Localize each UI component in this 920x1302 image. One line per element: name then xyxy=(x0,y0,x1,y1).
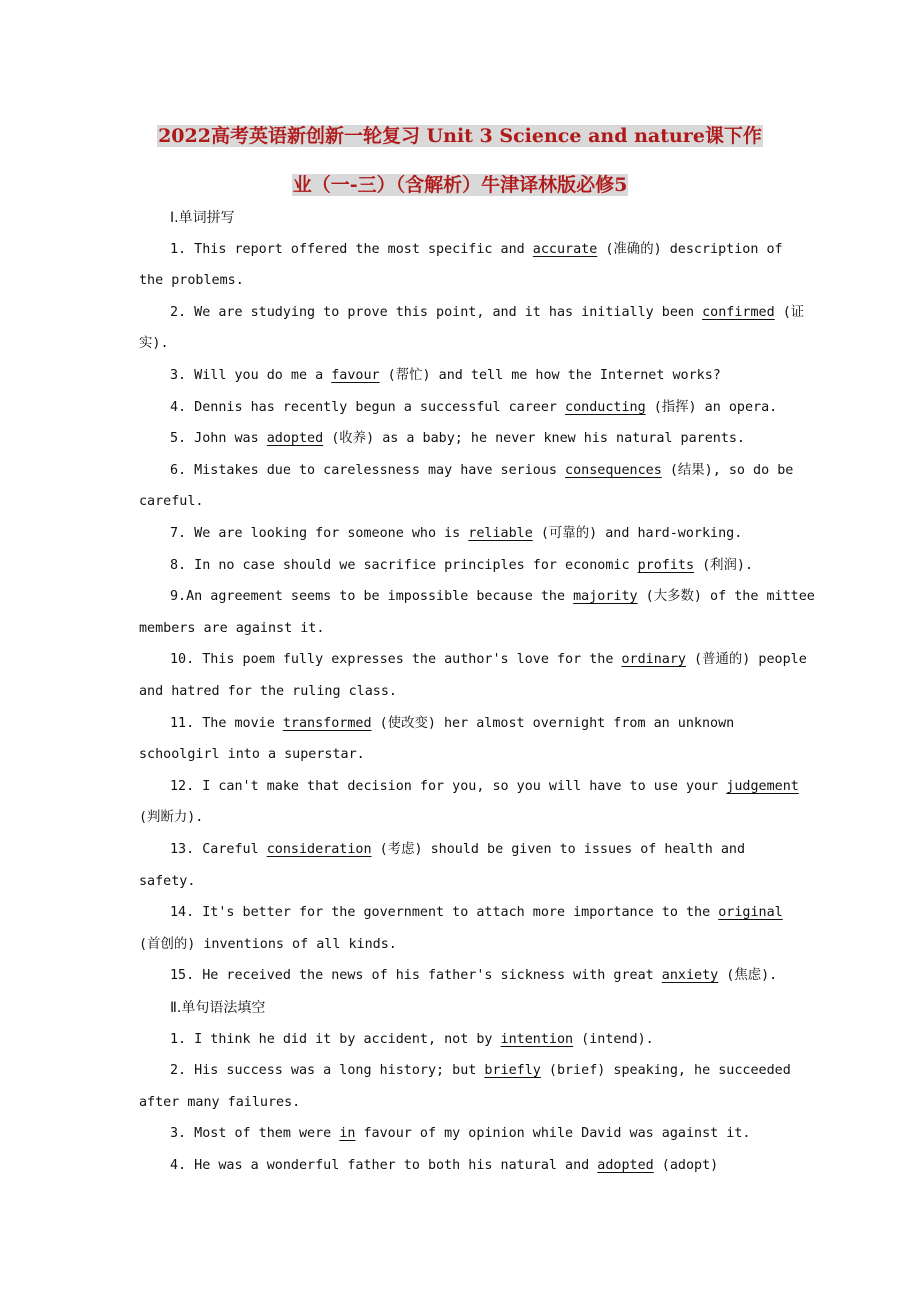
line-text: 15. He received the news of his father's sickness with great xyxy=(170,968,662,984)
text-line xyxy=(170,777,870,797)
answer-text: favour xyxy=(331,368,380,383)
line-text: 3. Most of them were xyxy=(170,1126,340,1142)
line-text: (收养) as a baby; he never knew his natural parents. xyxy=(323,431,745,447)
line-text: 10. This poem fully expresses the author's love for the xyxy=(170,652,622,668)
answer-text: in xyxy=(339,1126,356,1142)
line-text: (准确的) description of xyxy=(597,241,783,257)
answer-text: transformed xyxy=(282,715,372,731)
text-line xyxy=(170,1124,870,1144)
line-text: (判断力). xyxy=(139,810,204,826)
answer-text: majority xyxy=(573,589,638,605)
line-text: 4. He was a wonderful father to both his natural and xyxy=(170,1158,598,1173)
text-line xyxy=(170,587,870,607)
line-text: (利润). xyxy=(694,557,754,573)
line-text: safety. xyxy=(139,873,196,889)
text-line xyxy=(170,903,870,923)
text-line xyxy=(170,650,870,670)
document-title-line1: 2022高考英语新创新一轮复习 Unit 3 Science and nature课下作 xyxy=(158,125,762,147)
line-text: (可靠的) and hard-working. xyxy=(532,526,743,541)
line-text: 5. John was xyxy=(170,431,267,447)
line-text: 6. Mistakes due to carelessness may have serious xyxy=(170,462,566,478)
text-line xyxy=(139,935,839,955)
line-text: (intend). xyxy=(573,1031,654,1047)
line-text: members are against it. xyxy=(139,620,325,636)
line-text: schoolgirl into a superstar. xyxy=(139,747,365,763)
text-line xyxy=(170,556,870,576)
text-line xyxy=(170,461,870,481)
answer-text: briefly xyxy=(484,1063,541,1079)
line-text: 12. I can't make that decision for you, so you will have to use your xyxy=(170,778,727,794)
text-line xyxy=(139,1093,839,1113)
text-line xyxy=(139,492,839,512)
document-title-line2: 业（一-三）（含解析）牛津译林版必修5 xyxy=(292,174,628,196)
text-line xyxy=(139,745,839,765)
answer-text: profits xyxy=(637,557,695,573)
text-line xyxy=(170,524,870,544)
line-text: (大多数) of the mittee xyxy=(637,589,815,605)
line-text: (adopt) xyxy=(653,1158,719,1173)
answer-text: reliable xyxy=(468,526,533,541)
text-line xyxy=(139,872,839,892)
answer-text: anxiety xyxy=(661,968,719,984)
text-line xyxy=(170,840,870,860)
line-text: 8. In no case should we sacrifice principles for economic xyxy=(170,557,638,573)
text-line xyxy=(170,966,870,986)
text-line xyxy=(139,271,839,291)
line-text: (使改变) her almost overnight from an unknown xyxy=(371,715,735,731)
line-text: 1. I think he did it by accident, not by xyxy=(170,1031,501,1047)
line-text: (结果), so do be xyxy=(661,462,794,478)
text-line xyxy=(170,429,870,449)
line-text: (首创的) inventions of all kinds. xyxy=(139,936,397,952)
section-heading: Ⅰ.单词拼写 xyxy=(170,210,235,226)
line-text: (普通的) people xyxy=(685,652,807,668)
line-text: 7. We are looking for someone who is xyxy=(170,526,469,541)
text-line xyxy=(170,1061,870,1081)
line-text: 9.An agreement seems to be impossible because the xyxy=(170,589,574,605)
line-text: 实). xyxy=(139,336,169,352)
answer-text: conducting xyxy=(565,399,646,415)
line-text: 11. The movie xyxy=(170,715,283,731)
line-text: careful. xyxy=(139,494,204,510)
line-text: 13. Careful xyxy=(170,842,267,857)
text-line xyxy=(170,240,870,260)
section-heading: Ⅱ.单句语法填空 xyxy=(170,1000,266,1016)
answer-text: confirmed xyxy=(702,304,775,320)
line-text: (考虑) should be given to issues of health and xyxy=(371,842,746,857)
answer-text: consideration xyxy=(266,842,372,857)
text-line xyxy=(170,303,870,323)
answer-text: intention xyxy=(500,1031,574,1047)
text-line xyxy=(139,334,839,354)
answer-text: consequences xyxy=(565,462,662,478)
line-text: favour of my opinion while David was against it. xyxy=(355,1126,751,1142)
text-line xyxy=(170,366,870,386)
line-text: the problems. xyxy=(139,273,244,289)
answer-text: ordinary xyxy=(621,652,686,668)
text-line xyxy=(139,682,839,702)
line-text: (指挥) an opera. xyxy=(645,399,778,415)
answer-text: adopted xyxy=(266,431,324,447)
text-line xyxy=(170,1030,870,1050)
line-text: 2. His success was a long history; but xyxy=(170,1063,485,1079)
line-text: 3. Will you do me a xyxy=(170,368,332,383)
line-text: (brief) speaking, he succeeded xyxy=(540,1063,791,1079)
line-text: (证 xyxy=(774,304,805,320)
text-line xyxy=(170,714,870,734)
line-text: 4. Dennis has recently begun a successful career xyxy=(170,399,566,415)
line-text: after many failures. xyxy=(139,1094,301,1110)
answer-text: judgement xyxy=(726,778,799,794)
text-line xyxy=(139,808,839,828)
answer-text: original xyxy=(718,905,783,921)
answer-text: accurate xyxy=(532,241,598,257)
text-line xyxy=(170,1156,870,1176)
line-text: 14. It's better for the government to attach more importance to the xyxy=(170,905,719,921)
text-line xyxy=(139,619,839,639)
line-text: 2. We are studying to prove this point, and it has initially been xyxy=(170,304,703,320)
line-text: (帮忙) and tell me how the Internet works? xyxy=(379,368,721,383)
line-text: (焦虑). xyxy=(718,968,778,984)
text-line xyxy=(170,398,870,418)
line-text: and hatred for the ruling class. xyxy=(139,684,397,699)
line-text: 1. This report offered the most specific and xyxy=(170,241,533,257)
answer-text: adopted xyxy=(597,1158,654,1173)
